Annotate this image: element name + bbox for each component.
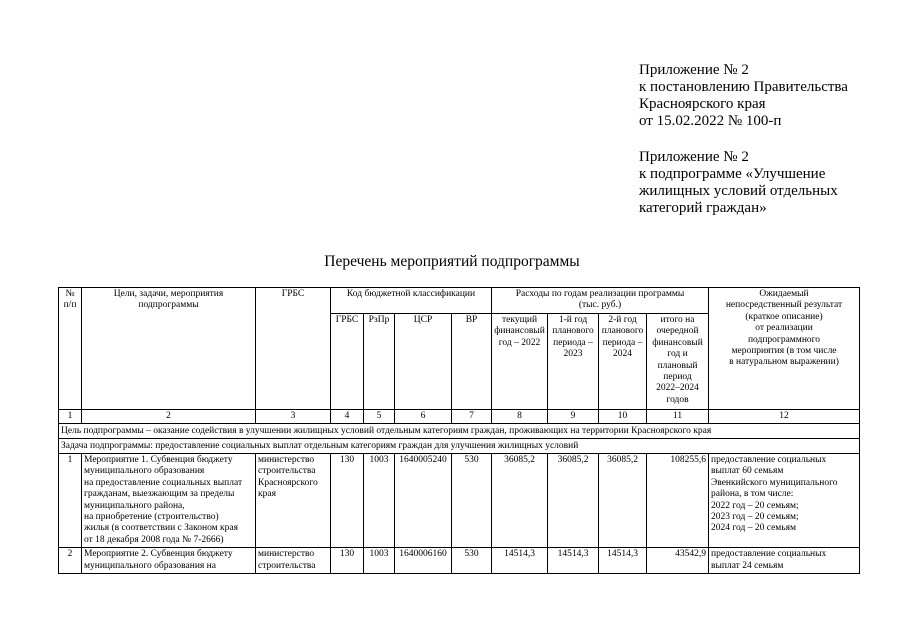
vr-code: 530 <box>452 548 492 574</box>
table-row <box>59 548 860 574</box>
appendix-subprogram <box>639 149 838 217</box>
amount-2022: 36085,2 <box>492 454 548 548</box>
header-sub-second-plan-year: 2-й год планового периода – 2024 <box>599 314 647 410</box>
amount-2022: 14514,3 <box>492 548 548 574</box>
appendix-line: категорий граждан» <box>639 200 767 216</box>
header-num: № п/п <box>59 288 82 410</box>
rzpr-code: 1003 <box>364 454 395 548</box>
appendix-line: от 15.02.2022 № 100-п <box>639 113 782 129</box>
header-sub-first-plan-year: 1-й год планового периода – 2023 <box>548 314 599 410</box>
grbs-code: 130 <box>331 548 364 574</box>
goal-row <box>59 424 860 439</box>
measure-description: Мероприятие 1. Субвенция бюджету муниципального образования на предоставление социальных выплат гражданам, выезжающим за пределы муниципального района, на приобретение (строительство) жилья (в соответствии с Законом края от 18 декабря 2008 года № 7-2666) <box>82 454 256 548</box>
table-row <box>59 454 860 548</box>
amount-total: 108255,6 <box>647 454 709 548</box>
column-number: 5 <box>364 410 395 424</box>
column-number: 12 <box>709 410 860 424</box>
grbs-code: 130 <box>331 454 364 548</box>
column-number: 4 <box>331 410 364 424</box>
column-number: 3 <box>256 410 331 424</box>
column-number: 9 <box>548 410 599 424</box>
appendix-line: Приложение № 2 <box>639 62 749 78</box>
amount-2023: 14514,3 <box>548 548 599 574</box>
vr-code: 530 <box>452 454 492 548</box>
column-number: 6 <box>395 410 452 424</box>
header-sub-vr: ВР <box>452 314 492 410</box>
appendix-line: Красноярского края <box>639 96 766 112</box>
column-number: 11 <box>647 410 709 424</box>
grbs-name: министерство строительства Красноярского края <box>256 454 331 548</box>
appendix-line: к постановлению Правительства <box>639 79 848 95</box>
measures-table <box>58 287 860 574</box>
header-grbs: ГРБС <box>256 288 331 410</box>
amount-2024: 14514,3 <box>599 548 647 574</box>
rzpr-code: 1003 <box>364 548 395 574</box>
task-row <box>59 439 860 454</box>
header-expenses: Расходы по годам реализации программы (тыс. руб.) <box>492 288 709 314</box>
row-number: 1 <box>59 454 82 548</box>
amount-2023: 36085,2 <box>548 454 599 548</box>
document-title: Перечень мероприятий подпрограммы <box>324 253 580 270</box>
appendix-line: Приложение № 2 <box>639 149 749 165</box>
column-number: 2 <box>82 410 256 424</box>
header-budget-code: Код бюджетной классификации <box>331 288 492 314</box>
amount-total: 43542,9 <box>647 548 709 574</box>
header-sub-rzpr: РзПр <box>364 314 395 410</box>
appendix-government-resolution <box>639 62 848 130</box>
measure-description: Мероприятие 2. Субвенция бюджету муниципального образования на <box>82 548 256 574</box>
grbs-name: министерство строительства <box>256 548 331 574</box>
subprogram-task: Задача подпрограммы: предоставление социальных выплат отдельным категориям граждан для улучшения жилищных условий <box>59 439 860 454</box>
header-row-top <box>59 288 860 314</box>
appendix-line: к подпрограмме «Улучшение <box>639 166 826 182</box>
subprogram-goal: Цель подпрограммы – оказание содействия в улучшении жилищных условий отдельным категориям граждан, проживающих на территории Красноярского края <box>59 424 860 439</box>
csr-code: 1640006160 <box>395 548 452 574</box>
header-sub-grbs: ГРБС <box>331 314 364 410</box>
column-number: 8 <box>492 410 548 424</box>
expected-result: предоставление социальных выплат 60 семьям Эвенкийского муниципального района, в том числе: 2022 год – 20 семьям; 2023 год – 20 семьям; 2024 год – 20 семьям <box>709 454 860 548</box>
row-number: 2 <box>59 548 82 574</box>
header-sub-total: итого на очередной финансовый год и плановый период 2022–2024 годов <box>647 314 709 410</box>
header-goals: Цели, задачи, мероприятия подпрограммы <box>82 288 256 410</box>
expected-result: предоставление социальных выплат 24 семьям <box>709 548 860 574</box>
header-expected-result: Ожидаемый непосредственный результат (краткое описание) от реализации подпрограммного мероприятия (в том числе в натуральном выражении) <box>709 288 860 410</box>
column-number-row <box>59 410 860 424</box>
column-number: 1 <box>59 410 82 424</box>
appendix-line: жилищных условий отдельных <box>639 183 838 199</box>
header-sub-current-year: текущий финансовый год – 2022 <box>492 314 548 410</box>
csr-code: 1640005240 <box>395 454 452 548</box>
header-sub-csr: ЦСР <box>395 314 452 410</box>
column-number: 7 <box>452 410 492 424</box>
amount-2024: 36085,2 <box>599 454 647 548</box>
column-number: 10 <box>599 410 647 424</box>
